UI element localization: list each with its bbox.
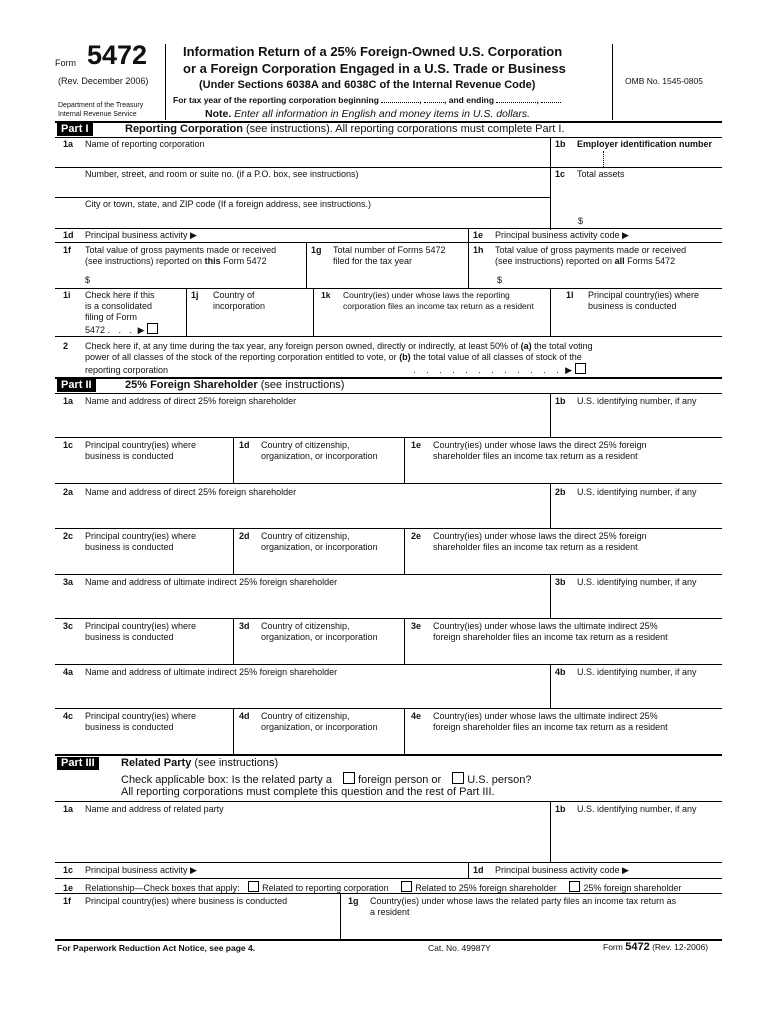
p1-line-1j[interactable]: 1j Country of incorporation xyxy=(191,290,266,311)
p1-line-1d[interactable]: 1d Principal business activity ▶ xyxy=(63,230,197,240)
p3-line-1d[interactable]: 1d Principal business activity code ▶ xyxy=(473,865,629,875)
p1-line-2: 2 Check here if, at any time during the tax year, any foreign person owned, directly or indirectly, at least 50% of (a) the total voting power of all classes of the stock of the reporting corporation entitled to vote, or (b) the total value of all classes of stock of the reporting corporation . . . . . . . . . . . . ▶ xyxy=(63,341,593,375)
p3-line-1b[interactable]: 1b U.S. identifying number, if any xyxy=(555,804,697,814)
us-person-checkbox[interactable] xyxy=(452,772,464,784)
consolidated-filing-checkbox[interactable] xyxy=(147,323,158,334)
note-line: Note. Enter all information in English and money items in U.S. dollars. xyxy=(205,108,531,120)
p1-line-1k[interactable]: 1k Country(ies) under whose laws the reporting corporation files an income tax return as a resident xyxy=(321,290,534,311)
form-title-line2: or a Foreign Corporation Engaged in a U.S. Trade or Business xyxy=(183,61,566,76)
form-page xyxy=(55,40,722,970)
part3-all-line: All reporting corporations must complete this question and the rest of Part III. xyxy=(121,786,495,798)
p2-line-4b[interactable]: 4b U.S. identifying number, if any xyxy=(555,667,697,677)
p1-line-1f[interactable]: 1f Total value of gross payments made or received (see instructions) reported on this Form 5472 xyxy=(63,245,277,266)
part3-check-line: Check applicable box: Is the related party a foreign person or U.S. person? xyxy=(121,774,532,786)
form-word: Form xyxy=(55,58,76,68)
catalog-number: Cat. No. 49987Y xyxy=(428,943,491,953)
end-year-field[interactable] xyxy=(541,102,561,103)
form-number: 5472 xyxy=(87,40,148,70)
p2-line-1a[interactable]: 1a Name and address of direct 25% foreign shareholder xyxy=(63,396,297,406)
p2-line-4c[interactable]: 4c Principal country(ies) where business is conducted xyxy=(63,711,197,732)
begin-date-field[interactable] xyxy=(381,102,419,103)
p2-line-1d[interactable]: 1d Country of citizenship, organization, or incorporation xyxy=(239,440,378,461)
form-subtitle: (Under Sections 6038A and 6038C of the Internal Revenue Code) xyxy=(199,79,536,91)
p2-line-3d[interactable]: 3d Country of citizenship, organization, or incorporation xyxy=(239,621,378,642)
p3-line-1f[interactable]: 1f Principal country(ies) where business is conducted xyxy=(63,896,288,906)
p1-1h-dollar: $ xyxy=(497,275,503,285)
part1-label: Part I xyxy=(57,123,93,136)
is-25pct-shareholder-checkbox[interactable] xyxy=(569,881,580,892)
p2-line-2e[interactable]: 2e Country(ies) under whose laws the direct 25% foreign shareholder files an income tax return as a resident xyxy=(411,531,647,552)
p1-1f-dollar: $ xyxy=(85,275,91,285)
p1-line-1g[interactable]: 1g Total number of Forms 5472 filed for the tax year xyxy=(311,245,446,266)
p1-city[interactable]: City or town, state, and ZIP code (If a foreign address, see instructions.) xyxy=(85,199,371,209)
p2-line-1b[interactable]: 1b U.S. identifying number, if any xyxy=(555,396,697,406)
p3-line-1c[interactable]: 1c Principal business activity ▶ xyxy=(63,865,197,875)
foreign-50pct-checkbox[interactable] xyxy=(575,363,586,374)
part3-title: Related Party (see instructions) xyxy=(121,757,279,769)
p1-line-1h[interactable]: 1h Total value of gross payments made or received (see instructions) reported on all Forms 5472 xyxy=(473,245,687,266)
tax-year-line: For tax year of the reporting corporation beginning , , and ending , xyxy=(173,95,561,105)
foreign-person-checkbox[interactable] xyxy=(343,772,355,784)
footer-form-id: Form 5472 (Rev. 12-2006) xyxy=(603,941,709,953)
p1-line-1e[interactable]: 1e Principal business activity code ▶ xyxy=(473,230,629,240)
p1-line-1i: 1i Check here if this is a consolidated filing of Form 5472 . . . ▶ xyxy=(63,290,161,336)
p1-street[interactable]: Number, street, and room or suite no. (if a P.O. box, see instructions) xyxy=(85,169,359,179)
p2-line-2b[interactable]: 2b U.S. identifying number, if any xyxy=(555,487,697,497)
p2-line-3a[interactable]: 3a Name and address of ultimate indirect 25% foreign shareholder xyxy=(63,577,338,587)
part1-title: Reporting Corporation (see instructions). All reporting corporations must complete Part I. xyxy=(125,123,565,135)
paperwork-notice: For Paperwork Reduction Act Notice, see page 4. xyxy=(57,943,256,953)
p1-1c-dollar: $ xyxy=(578,216,584,226)
begin-year-field[interactable] xyxy=(424,102,444,103)
p2-line-2d[interactable]: 2d Country of citizenship, organization, or incorporation xyxy=(239,531,378,552)
p3-line-1e: 1e Relationship—Check boxes that apply: Related to reporting corporation Related to 25% foreign shareholder 25% foreign shareholder xyxy=(63,883,682,893)
p2-line-4e[interactable]: 4e Country(ies) under whose laws the ultimate indirect 25% foreign shareholder files an income tax return as a resident xyxy=(411,711,668,732)
p1-line-1b[interactable]: 1b Employer identification number xyxy=(555,139,713,149)
p2-line-4a[interactable]: 4a Name and address of ultimate indirect 25% foreign shareholder xyxy=(63,667,338,677)
part3-label: Part III xyxy=(57,757,99,770)
rel-25pct-shareholder-checkbox[interactable] xyxy=(401,881,412,892)
p3-line-1g[interactable]: 1g Country(ies) under whose laws the related party files an income tax return as a resident xyxy=(348,896,677,917)
end-date-field[interactable] xyxy=(496,102,536,103)
p2-line-4d[interactable]: 4d Country of citizenship, organization, or incorporation xyxy=(239,711,378,732)
ein-divider xyxy=(603,151,604,167)
part2-title: 25% Foreign Shareholder (see instructions) xyxy=(125,379,345,391)
department: Department of the Treasury xyxy=(58,102,144,109)
form-title-line1: Information Return of a 25% Foreign-Owned U.S. Corporation xyxy=(183,44,563,59)
p2-line-2a[interactable]: 2a Name and address of direct 25% foreign shareholder xyxy=(63,487,297,497)
p1-line-1c[interactable]: 1c Total assets xyxy=(555,169,625,179)
irs-label: Internal Revenue Service xyxy=(58,111,137,118)
p3-line-1a[interactable]: 1a Name and address of related party xyxy=(63,804,224,814)
p2-line-1e[interactable]: 1e Country(ies) under whose laws the direct 25% foreign shareholder files an income tax return as a resident xyxy=(411,440,647,461)
part2-label: Part II xyxy=(57,379,96,392)
p2-line-1c[interactable]: 1c Principal country(ies) where business is conducted xyxy=(63,440,197,461)
revision-date: (Rev. December 2006) xyxy=(58,76,149,86)
p2-line-3b[interactable]: 3b U.S. identifying number, if any xyxy=(555,577,697,587)
p2-line-2c[interactable]: 2c Principal country(ies) where business is conducted xyxy=(63,531,197,552)
rel-reporting-corp-checkbox[interactable] xyxy=(248,881,259,892)
omb-number: OMB No. 1545-0805 xyxy=(625,76,703,86)
p2-line-3e[interactable]: 3e Country(ies) under whose laws the ultimate indirect 25% foreign shareholder files an income tax return as a resident xyxy=(411,621,668,642)
p1-line-1a[interactable]: 1a Name of reporting corporation xyxy=(63,139,205,149)
p2-line-3c[interactable]: 3c Principal country(ies) where business is conducted xyxy=(63,621,197,642)
p1-line-1l[interactable]: 1l Principal country(ies) where business is conducted xyxy=(566,290,700,311)
